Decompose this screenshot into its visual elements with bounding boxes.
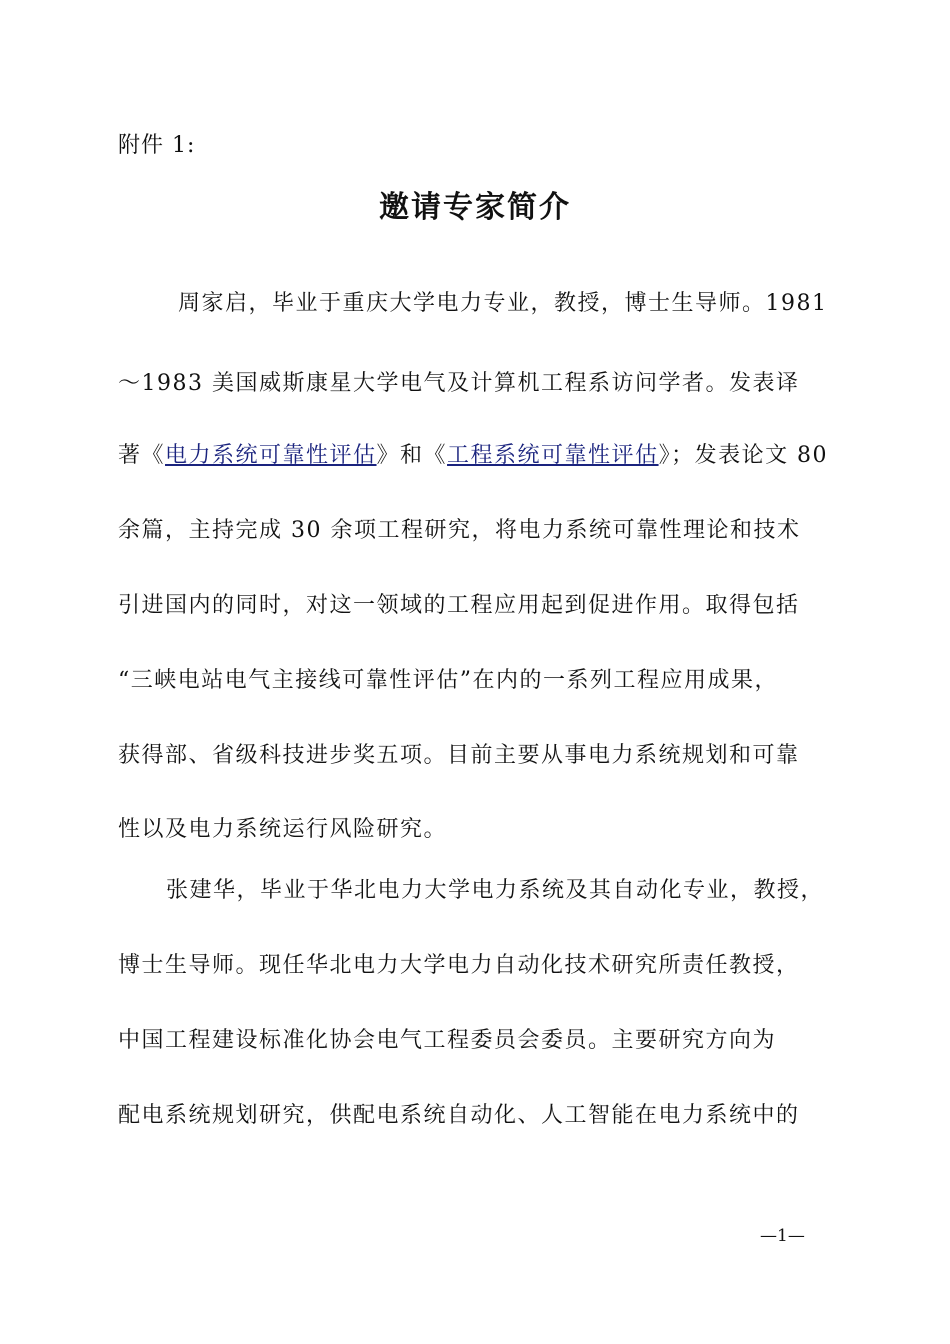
- paragraph1-line4: 余篇，主持完成 30 余项工程研究，将电力系统可靠性理论和技术: [118, 518, 801, 543]
- paragraph1-line8: 性以及电力系统运行风险研究。: [118, 817, 448, 842]
- page-title: 邀请专家简介: [379, 190, 571, 225]
- paragraph1-line6: “三峡电站电气主接线可靠性评估”在内的一系列工程应用成果，: [118, 668, 778, 693]
- paragraph1-line3-mid: 》和《: [376, 443, 448, 468]
- paragraph1-line2: ～1983 美国威斯康星大学电气及计算机工程系访问学者。发表译: [118, 371, 800, 396]
- paragraph1-line3: [118, 441, 838, 471]
- paragraph1-line1: 周家启，毕业于重庆大学电力专业，教授，博士生导师。1981: [178, 291, 828, 316]
- paragraph2-line3: 中国工程建设标准化协会电气工程委员会委员。主要研究方向为: [118, 1028, 777, 1053]
- book-link-power-system-reliability[interactable]: 电力系统可靠性评估: [165, 443, 377, 468]
- attachment-label: 附件 1:: [118, 133, 196, 158]
- paragraph1-line3-suffix: 》；发表论文 80: [658, 443, 829, 468]
- page-number: —1—: [760, 1226, 805, 1246]
- book-link-engineering-system-reliability[interactable]: 工程系统可靠性评估: [447, 443, 659, 468]
- paragraph2-line2: 博士生导师。现任华北电力大学电力自动化技术研究所责任教授，: [118, 953, 800, 978]
- paragraph1-line7: 获得部、省级科技进步奖五项。目前主要从事电力系统规划和可靠: [118, 743, 800, 768]
- paragraph1-line5: 引进国内的同时，对这一领域的工程应用起到促进作用。取得包括: [118, 593, 800, 618]
- paragraph2-line1: 张建华，毕业于华北电力大学电力系统及其自动化专业，教授，: [166, 878, 825, 903]
- paragraph1-line3-prefix: 著《: [118, 443, 166, 468]
- paragraph2-line4: 配电系统规划研究，供配电系统自动化、人工智能在电力系统中的: [118, 1103, 800, 1128]
